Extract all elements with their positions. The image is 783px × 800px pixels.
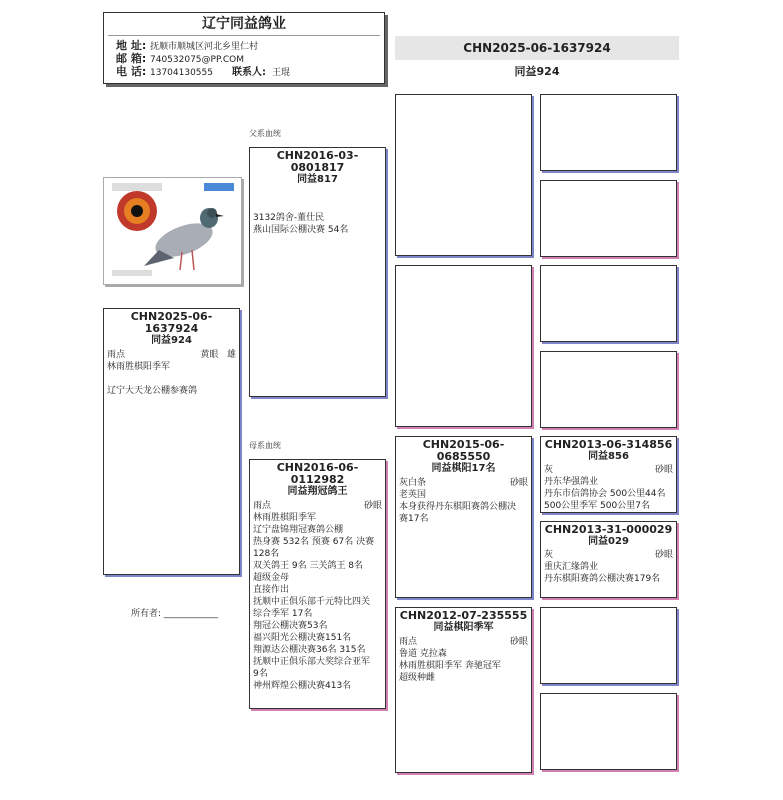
owner-label: 所有者: <box>131 609 162 619</box>
dam-dam-note: 超级种雌 <box>399 673 436 683</box>
dam-name: 同益翔冠鸽王 <box>287 486 348 497</box>
dam-note: 128名 <box>253 549 280 559</box>
dam-sire-name: 同益棋阳17名 <box>431 463 496 474</box>
ggp-card-3 <box>540 265 677 342</box>
dam-dam-color: 雨点 <box>399 637 418 647</box>
ggp-card-2 <box>540 180 677 257</box>
pigeon-image <box>104 178 241 284</box>
dam-card <box>249 459 386 709</box>
dam-sire-note: 赛17名 <box>399 514 429 524</box>
dam-sire-sire-card <box>540 436 677 513</box>
email-row <box>104 53 384 66</box>
dam-dam-name: 同益棋阳季军 <box>433 622 494 633</box>
dam-dam-note: 林雨胜棋阳季军 奔驰冠军 <box>399 661 501 671</box>
dam-note: 翔源达公棚决赛36名 315名 <box>253 645 366 655</box>
dam-dam-traits <box>399 636 528 648</box>
dam-note: 抚顺中正俱乐部千元特比四关 <box>253 597 371 607</box>
dsd-traits <box>544 549 673 561</box>
dam-dam-card <box>395 607 532 773</box>
subject-sex: 雄 <box>226 350 236 360</box>
owner-row <box>131 606 218 619</box>
dsd-note: 重庆汇缘鸽业 <box>544 562 599 572</box>
dam-eye: 砂眼 <box>363 501 382 511</box>
email-value: 740532075@PP.COM <box>150 55 244 65</box>
dam-sire-dam-card <box>540 521 677 598</box>
dam-dam-note: 鲁道 克拉森 <box>399 649 447 659</box>
dam-note: 综合季军 17名 <box>253 609 313 619</box>
sire-name: 同益817 <box>297 174 338 185</box>
address-row <box>104 40 384 53</box>
dsd-color: 灰 <box>544 550 554 560</box>
phone-row <box>104 66 384 79</box>
dam-note: 热身赛 532名 预赛 67名 决赛 <box>253 537 375 547</box>
subject-traits <box>107 349 236 361</box>
subject-ring: CHN2025-06-1637924 <box>130 310 213 335</box>
subject-note <box>107 373 236 385</box>
dsd-name: 同益029 <box>588 536 629 547</box>
dam-sire-ring: CHN2015-06-0685550 <box>422 438 505 463</box>
dss-traits <box>544 464 673 476</box>
sire-sire-card <box>395 94 532 256</box>
subject-name: 同益924 <box>151 335 192 346</box>
dam-color: 雨点 <box>253 501 272 511</box>
dam-note: 辽宁盘锦翔冠赛鸽公棚 <box>253 525 344 535</box>
breeder-title: 辽宁同益鸽业 <box>108 13 380 36</box>
dss-ring: CHN2013-06-314856 <box>544 438 673 451</box>
dam-note: 林雨胜棋阳季军 <box>253 513 317 523</box>
dam-note: 超级金母 <box>253 573 290 583</box>
dam-sire-traits <box>399 477 528 489</box>
dam-note: 翔冠公棚决赛53名 <box>253 621 328 631</box>
dss-eye: 砂眼 <box>654 465 673 475</box>
dam-note: 神州辉煌公棚决赛413名 <box>253 681 352 691</box>
dam-note: 抚顺中正俱乐部大奖综合亚军 <box>253 657 371 667</box>
breeder-header <box>103 12 385 84</box>
dss-name: 同益856 <box>588 451 629 462</box>
ggp-card-4 <box>540 351 677 428</box>
sire-ring: CHN2016-03-0801817 <box>276 149 359 174</box>
subject-note: 林雨胜棋阳季军 <box>107 362 171 372</box>
sire-section-label: 父系血统 <box>249 129 281 138</box>
ggp-card-7 <box>540 607 677 684</box>
phone-value: 13704130555 <box>150 68 213 78</box>
sire-card <box>249 147 386 397</box>
dss-note: 丹东华强鸽业 <box>544 477 599 487</box>
sire-dam-card <box>395 265 532 427</box>
dam-sire-eye: 砂眼 <box>509 478 528 488</box>
owner-blank[interactable]: ____________ <box>163 609 218 619</box>
ggp-card-1 <box>540 94 677 171</box>
contact-value: 王琨 <box>272 68 291 78</box>
dam-sire-color: 灰白条 <box>399 478 427 488</box>
dss-note: 丹东市信鸽协会 500公里44名 <box>544 489 666 499</box>
phone-label: 电 话: <box>116 65 147 78</box>
subject-name-title: 同益924 <box>514 65 560 78</box>
sire-note: 3132鸽舍-董仕民 <box>253 213 325 223</box>
dsd-eye: 砂眼 <box>654 550 673 560</box>
dam-note: 直接作出 <box>253 585 290 595</box>
dam-sire-note: 老英国 <box>399 490 427 500</box>
dam-sire-note: 本身获得丹东棋阳赛鸽公棚决 <box>399 502 517 512</box>
ggp-card-8 <box>540 693 677 770</box>
contact-label: 联系人: <box>232 67 266 78</box>
email-label: 邮 箱: <box>116 52 147 65</box>
dsd-ring: CHN2013-31-000029 <box>544 523 673 536</box>
dam-note: 双关鸽王 9名 三关鸽王 8名 <box>253 561 364 571</box>
subject-color: 雨点 <box>107 350 126 360</box>
dam-section-label: 母系血统 <box>249 441 281 450</box>
dam-note: 9名 <box>253 669 268 679</box>
dam-ring: CHN2016-06-0112982 <box>276 461 359 486</box>
sire-note <box>253 200 382 212</box>
dam-sire-card <box>395 436 532 598</box>
dam-dam-eye: 砂眼 <box>509 637 528 647</box>
dam-dam-ring: CHN2012-07-235555 <box>399 609 528 622</box>
address-value: 抚顺市顺城区河北乡里仁村 <box>150 42 259 52</box>
subject-eye: 黄眼 <box>200 350 219 360</box>
dss-color: 灰 <box>544 465 554 475</box>
dam-note: 福兴阳光公棚决赛151名 <box>253 633 352 643</box>
sire-note: 燕山国际公棚决赛 54名 <box>253 225 349 235</box>
subject-note: 辽宁大天龙公棚参赛鸽 <box>107 386 198 396</box>
dss-note: 500公里季军 500公里7名 <box>544 501 650 511</box>
pigeon-photo <box>103 177 242 285</box>
dam-traits <box>253 500 382 512</box>
subject-ring-bar: CHN2025-06-1637924 <box>395 36 679 60</box>
address-label: 地 址: <box>116 39 147 52</box>
dsd-note: 丹东棋阳赛鸽公棚决赛179名 <box>544 574 661 584</box>
subject-card <box>103 308 240 575</box>
